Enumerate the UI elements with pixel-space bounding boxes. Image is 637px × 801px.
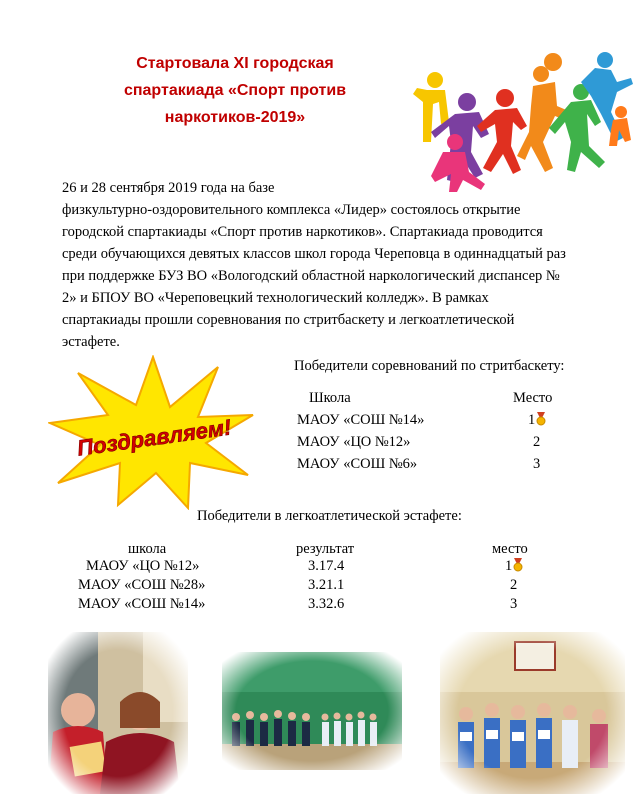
intro-line-4: среди обучающихся девятых классов школ города Череповца в одиннадцатый раз: [62, 246, 566, 262]
relay-row-1-place-value: 1: [505, 558, 513, 574]
relay-header-school: школа: [128, 541, 167, 557]
relay-row-3-place: 3: [510, 596, 518, 612]
medal-icon: [513, 558, 523, 572]
relay-row-2-school: МАОУ «СОШ №28»: [78, 577, 206, 593]
streetball-header-place: Место: [513, 390, 553, 406]
streetball-row-1-place-value: 1: [528, 412, 536, 428]
streetball-row-3-school: МАОУ «СОШ №6»: [297, 456, 418, 472]
relay-row-1-result: 3.17.4: [308, 558, 345, 574]
streetball-header-school: Школа: [309, 390, 351, 406]
congrats-text: Поздравляем!: [75, 414, 233, 461]
relay-row-3-school: МАОУ «СОШ №14»: [78, 596, 206, 612]
title-line-3: наркотиков-2019»: [164, 109, 306, 126]
relay-header-place: место: [492, 541, 528, 557]
photo-winners-certificate: [48, 632, 188, 794]
intro-line-6: 2» и БПОУ ВО «Череповецкий технологический колледж». В рамках: [62, 290, 489, 306]
intro-paragraph: [62, 177, 622, 353]
relay-row-1-school: МАОУ «ЦО №12»: [86, 558, 200, 574]
title-line-1: Стартовала XI городская: [136, 55, 334, 72]
intro-line-5: при поддержке БУЗ ВО «Вологодский областной наркологический диспансер №: [62, 268, 560, 284]
streetball-row-2-place: 2: [533, 434, 541, 450]
relay-header-result: результат: [296, 541, 355, 557]
intro-line-7: спартакиады прошли соревнования по стритбаскету и легкоатлетической: [62, 312, 515, 328]
photo-gym-team-line: [222, 652, 402, 770]
relay-row-3-result: 3.32.6: [308, 596, 345, 612]
streetball-caption: Победители соревнований по стритбаскету:: [294, 358, 565, 374]
medal-icon: [536, 412, 546, 426]
intro-line-3: городской спартакиады «Спорт против наркотиков». Спартакиада проводится: [62, 224, 543, 240]
photo-basketball-team: [440, 632, 625, 794]
relay-row-2-result: 3.21.1: [308, 577, 345, 593]
relay-row-2-place: 2: [510, 577, 518, 593]
title-line-2: спартакиада «Спорт против: [123, 82, 347, 99]
intro-line-2: физкультурно-оздоровительного комплекса «Лидер» состоялось открытие: [62, 202, 521, 218]
intro-line-8: эстафете.: [62, 334, 120, 350]
streetball-row-3-place: 3: [533, 456, 541, 472]
intro-line-1: 26 и 28 сентября 2019 года на базе: [62, 180, 275, 196]
streetball-row-1-school: МАОУ «СОШ №14»: [297, 412, 425, 428]
streetball-row-1-place: [528, 412, 546, 429]
streetball-row-2-school: МАОУ «ЦО №12»: [297, 434, 411, 450]
article-title: [70, 50, 400, 131]
congrats-star: [48, 355, 258, 510]
relay-row-1-place: [505, 558, 523, 575]
relay-caption: Победители в легкоатлетической эстафете:: [197, 508, 462, 524]
